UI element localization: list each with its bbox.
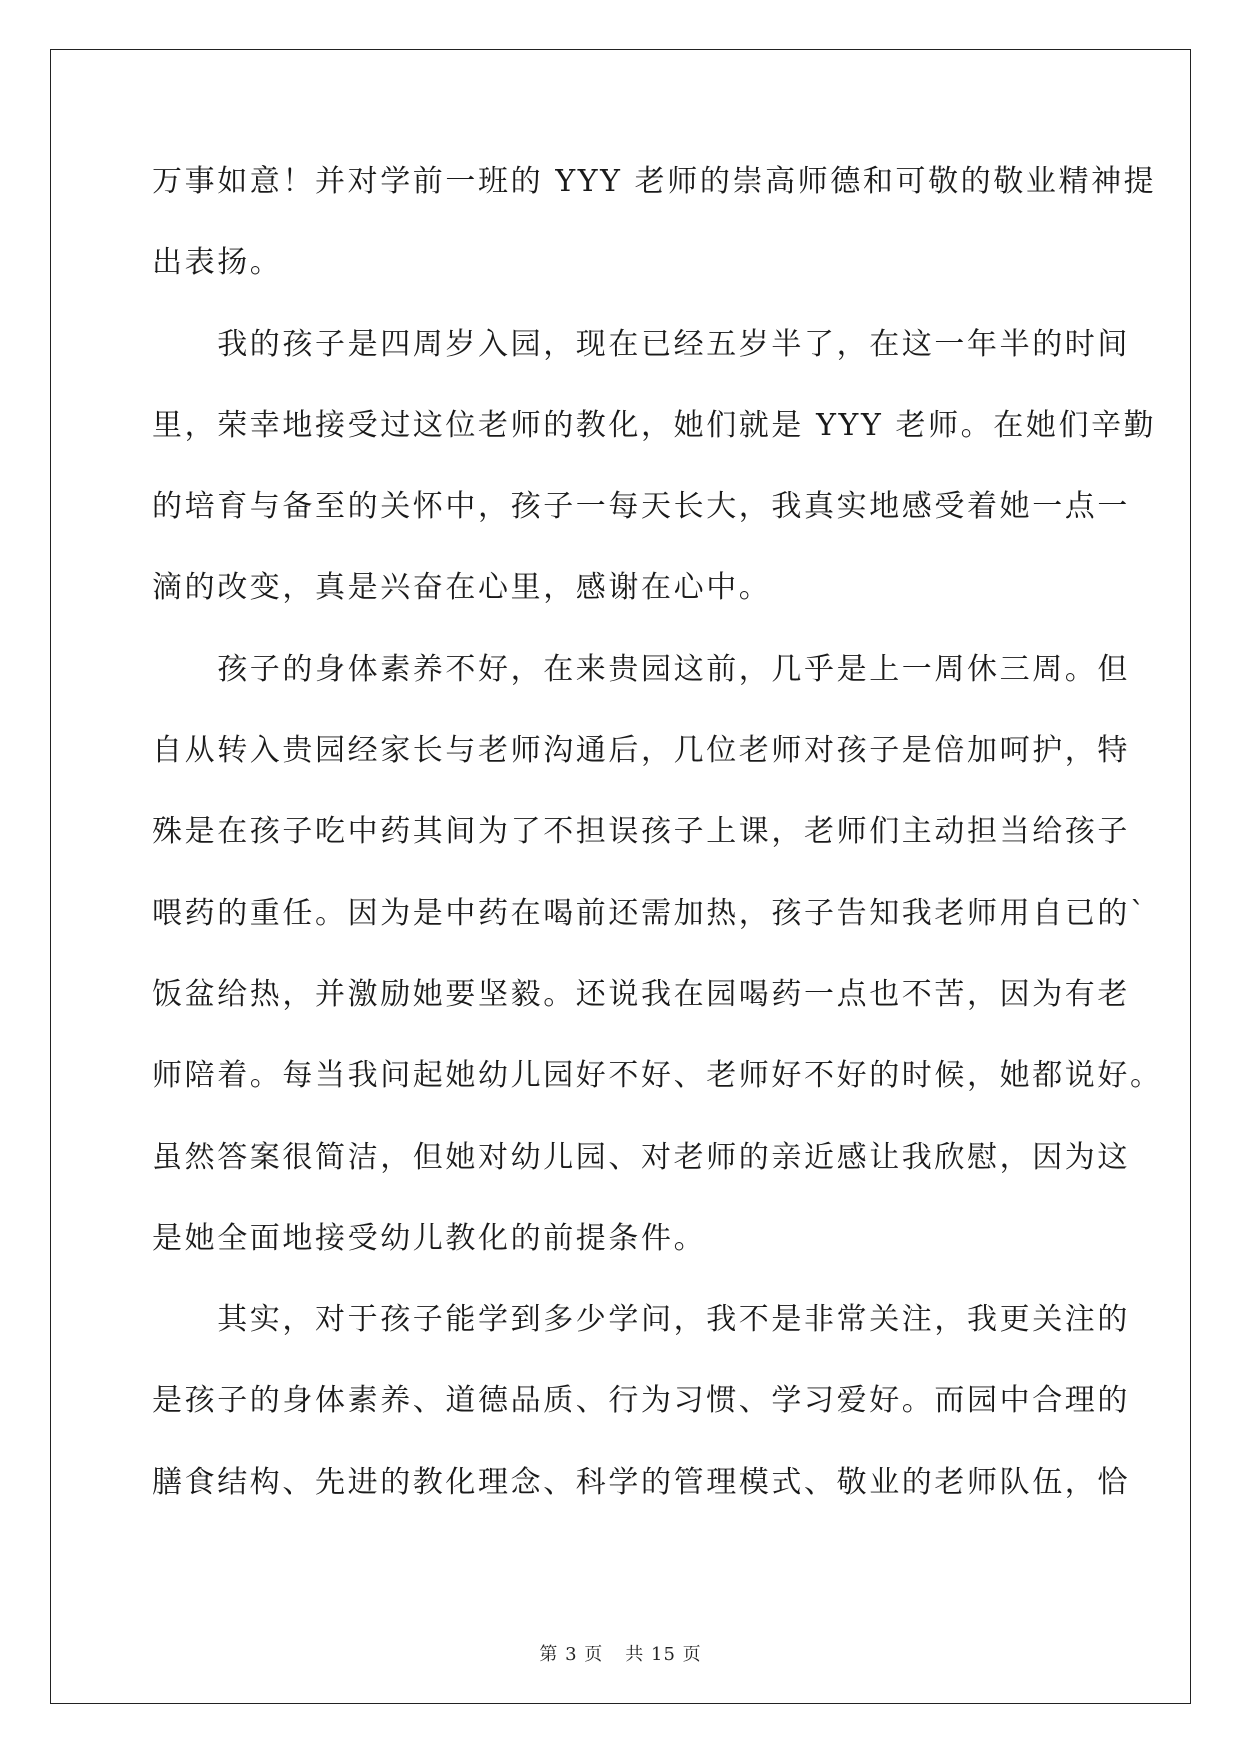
text-line: 我的孩子是四周岁入园，现在已经五岁半了，在这一年半的时间 [152, 326, 1130, 362]
document-body [152, 158, 1163, 1540]
text-line: 的培育与备至的关怀中，孩子一每天长大，我真实地感受着她一点一 [152, 489, 1130, 525]
text-line: 出表扬。 [152, 245, 283, 281]
text-line: 里，荣幸地接受过这位老师的教化，她们就是 YYY 老师。在她们辛勤 [152, 407, 1157, 443]
text-line: 自从转入贵园经家长与老师沟通后，几位老师对孩子是倍加呵护，特 [152, 733, 1130, 769]
page-number: 第 3 页 [539, 1644, 604, 1665]
text-line: 其实，对于孩子能学到多少学问，我不是非常关注，我更关注的 [152, 1302, 1130, 1338]
text-line: 殊是在孩子吃中药其间为了不担误孩子上课，老师们主动担当给孩子 [152, 814, 1130, 850]
text-line: 万事如意！并对学前一班的 YYY 老师的崇高师德和可敬的敬业精神提 [152, 164, 1157, 199]
text-line: 喂药的重任。因为是中药在喝前还需加热，孩子告知我老师用自已的` [152, 895, 1148, 931]
page-footer [0, 1640, 1241, 1666]
text-line: 师陪着。每当我问起她幼儿园好不好、老师好不好的时候，她都说好。 [152, 1058, 1163, 1094]
page-total: 共 15 页 [625, 1644, 702, 1665]
text-line: 虽然答案很简洁，但她对幼儿园、对老师的亲近感让我欣慰，因为这 [152, 1139, 1130, 1175]
text-line: 滴的改变，真是兴奋在心里，感谢在心中。 [152, 570, 772, 606]
text-line: 是孩子的身体素养、道德品质、行为习惯、学习爱好。而园中合理的 [152, 1383, 1130, 1419]
text-line: 饭盆给热，并激励她要坚毅。还说我在园喝药一点也不苦，因为有老 [152, 976, 1130, 1012]
text-line: 是她全面地接受幼儿教化的前提条件。 [152, 1220, 707, 1256]
text-line: 膳食结构、先进的教化理念、科学的管理模式、敬业的老师队伍，恰 [152, 1464, 1130, 1500]
text-line: 孩子的身体素养不好，在来贵园这前，几乎是上一周休三周。但 [152, 651, 1130, 687]
